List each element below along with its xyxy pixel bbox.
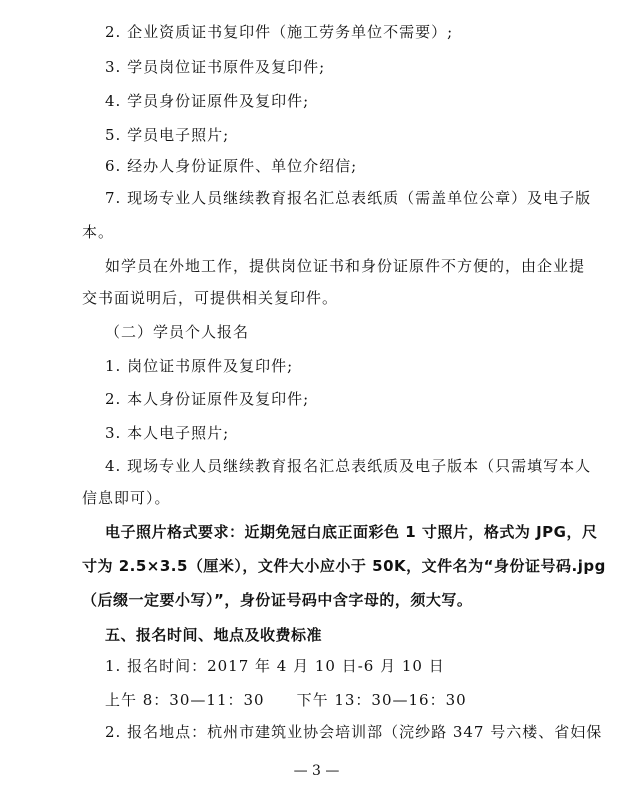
list-item-7-continued: 本。 bbox=[82, 223, 115, 241]
individual-item-4-continued: 信息即可）。 bbox=[82, 489, 171, 507]
section-heading-5: 五、报名时间、地点及收费标准 bbox=[105, 626, 323, 644]
individual-item-1: 1. 岗位证书原件及复印件; bbox=[105, 357, 294, 375]
individual-item-3: 3. 本人电子照片; bbox=[105, 424, 230, 442]
list-item-5: 5. 学员电子照片; bbox=[105, 126, 230, 144]
list-item-3: 3. 学员岗位证书原件及复印件; bbox=[105, 58, 326, 76]
section-heading-individual: （二）学员个人报名 bbox=[105, 323, 250, 341]
individual-item-2: 2. 本人身份证原件及复印件; bbox=[105, 390, 310, 408]
paragraph-note: 如学员在外地工作，提供岗位证书和身份证原件不方便的，由企业提 bbox=[105, 257, 586, 275]
list-item-7: 7. 现场专业人员继续教育报名汇总表纸质（需盖单位公章）及电子版 bbox=[105, 189, 592, 207]
list-item-6: 6. 经办人身份证原件、单位介绍信; bbox=[105, 157, 358, 175]
registration-time: 1. 报名时间：2017 年 4 月 10 日-6 月 10 日 bbox=[105, 657, 445, 675]
registration-location: 2. 报名地点：杭州市建筑业协会培训部（浣纱路 347 号六楼、省妇保 bbox=[105, 723, 603, 741]
photo-requirements-line-3: （后缀一定要小写）”，身份证号码中含字母的，须大写。 bbox=[82, 591, 473, 609]
list-item-2: 2. 企业资质证书复印件（施工劳务单位不需要）; bbox=[105, 23, 454, 41]
paragraph-note-continued: 交书面说明后，可提供相关复印件。 bbox=[82, 289, 339, 307]
photo-requirements: 电子照片格式要求：近期免冠白底正面彩色 1 寸照片，格式为 JPG，尺 bbox=[105, 523, 598, 541]
registration-hours: 上午 8：30—11：30 下午 13：30—16：30 bbox=[105, 691, 467, 709]
list-item-4: 4. 学员身份证原件及复印件; bbox=[105, 92, 310, 110]
page-number: — 3 — bbox=[293, 763, 340, 779]
individual-item-4: 4. 现场专业人员继续教育报名汇总表纸质及电子版本（只需填写本人 bbox=[105, 457, 592, 475]
photo-requirements-line-2: 寸为 2.5×3.5（厘米），文件大小应小于 50K，文件名为“身份证号码.jpg bbox=[82, 557, 606, 575]
